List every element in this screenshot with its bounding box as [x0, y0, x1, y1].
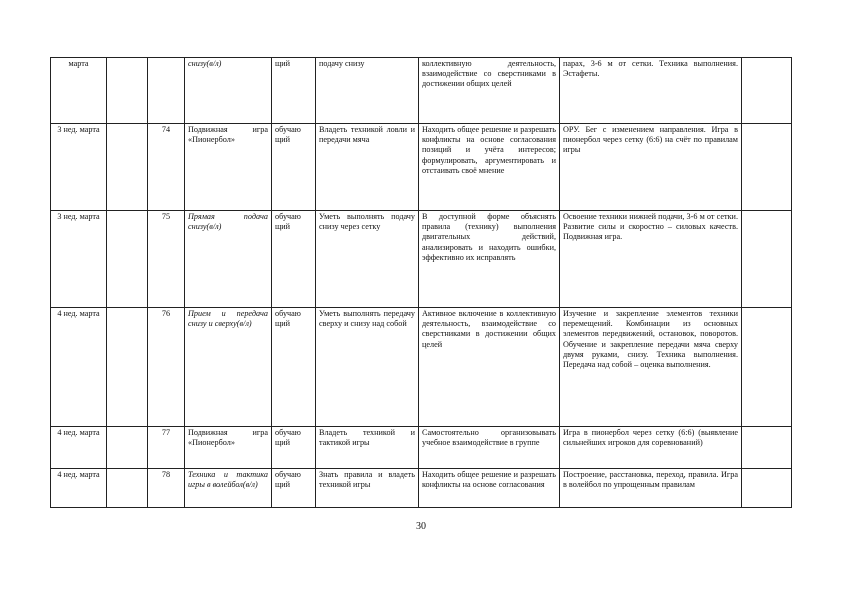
lesson-type-cell: обучаю щий: [272, 124, 316, 211]
metasubject-result-cell: Находить общее решение и разрешать конфликты на основе согласования позиций и учёта интересов; формулировать, аргументировать и отстаивать своё мнение: [419, 124, 560, 211]
activity-content-cell: Игра в пионербол через сетку (6:6) (выявление сильнейших игроков для соревнований): [560, 427, 742, 469]
subject-result-cell: Владеть техникой ловли и передачи мяча: [316, 124, 419, 211]
blank-cell: [742, 211, 792, 308]
date-cell: 4 нед. марта: [51, 469, 107, 508]
date-cell: 4 нед. марта: [51, 427, 107, 469]
blank-cell: [107, 469, 148, 508]
activity-content-cell: Изучение и закрепление элементов техники перемещений. Комбинации из основных элементов передвижений, остановок, поворотов. Обучение и закрепление передачи мяча сверху двумя руками, снизу. Техника выполнения. Передача над собой – оценка выполнения.: [560, 308, 742, 427]
metasubject-result-cell: В доступной форме объяснять правила (технику) выполнения двигательных действий, анализировать и находить ошибки, эффективно их исправлять: [419, 211, 560, 308]
blank-cell: [742, 308, 792, 427]
table-row: [51, 211, 792, 308]
metasubject-result-cell: коллективную деятельность, взаимодействие со сверстниками в достижении общих целей: [419, 58, 560, 124]
activity-content-cell: ОРУ. Бег с изменением направления. Игра в пионербол через сетку (6:6) на счёт по правилам игры: [560, 124, 742, 211]
date-cell: 3 нед. марта: [51, 211, 107, 308]
activity-content-cell: Построение, расстановка, переход, правила. Игра в волейбол по упрощенным правилам: [560, 469, 742, 508]
lesson-type-cell: обучаю щий: [272, 308, 316, 427]
table-row: [51, 124, 792, 211]
table-row: [51, 427, 792, 469]
blank-cell: [107, 427, 148, 469]
table-row: [51, 58, 792, 124]
topic-cell: снизу(в/л): [185, 58, 272, 124]
activity-content-cell: парах, 3-6 м от сетки. Техника выполнения. Эстафеты.: [560, 58, 742, 124]
metasubject-result-cell: Находить общее решение и разрешать конфликты на основе согласования: [419, 469, 560, 508]
metasubject-result-cell: Самостоятельно организовывать учебное взаимодействие в группе: [419, 427, 560, 469]
blank-cell: [742, 427, 792, 469]
subject-result-cell: Знать правила и владеть техникой игры: [316, 469, 419, 508]
subject-result-cell: Уметь выполнять подачу снизу через сетку: [316, 211, 419, 308]
table-body: [51, 58, 792, 508]
blank-cell: [107, 308, 148, 427]
blank-cell: [742, 58, 792, 124]
blank-cell: [107, 124, 148, 211]
lesson-number-cell: [148, 58, 185, 124]
date-cell: 4 нед. марта: [51, 308, 107, 427]
lesson-number-cell: 76: [148, 308, 185, 427]
topic-cell: Подвижная игра «Пионербол»: [185, 124, 272, 211]
topic-cell: Прием и передача снизу и сверху(в/л): [185, 308, 272, 427]
lesson-number-cell: 75: [148, 211, 185, 308]
topic-cell: Подвижная игра «Пионербол»: [185, 427, 272, 469]
table-row: [51, 469, 792, 508]
subject-result-cell: Уметь выполнять передачу сверху и снизу над собой: [316, 308, 419, 427]
blank-cell: [107, 211, 148, 308]
topic-cell: Прямая подача снизу(в/л): [185, 211, 272, 308]
date-cell: марта: [51, 58, 107, 124]
lesson-type-cell: обучаю щий: [272, 211, 316, 308]
lesson-number-cell: 78: [148, 469, 185, 508]
topic-cell: Техника и тактика игры в волейбол(в/л): [185, 469, 272, 508]
lesson-type-cell: щий: [272, 58, 316, 124]
blank-cell: [107, 58, 148, 124]
blank-cell: [742, 469, 792, 508]
lesson-number-cell: 74: [148, 124, 185, 211]
table-row: [51, 308, 792, 427]
date-cell: 3 нед. марта: [51, 124, 107, 211]
lesson-plan-table: [50, 57, 792, 508]
subject-result-cell: подачу снизу: [316, 58, 419, 124]
lesson-type-cell: обучаю щий: [272, 427, 316, 469]
blank-cell: [742, 124, 792, 211]
metasubject-result-cell: Активное включение в коллективную деятельность, взаимодействие со сверстниками в достижении общих целей: [419, 308, 560, 427]
lesson-number-cell: 77: [148, 427, 185, 469]
lesson-type-cell: обучаю щий: [272, 469, 316, 508]
activity-content-cell: Освоение техники нижней подачи, 3-6 м от сетки. Развитие силы и скоростно – силовых качеств. Подвижная игра.: [560, 211, 742, 308]
subject-result-cell: Владеть техникой и тактикой игры: [316, 427, 419, 469]
page-number: 30: [416, 521, 426, 532]
